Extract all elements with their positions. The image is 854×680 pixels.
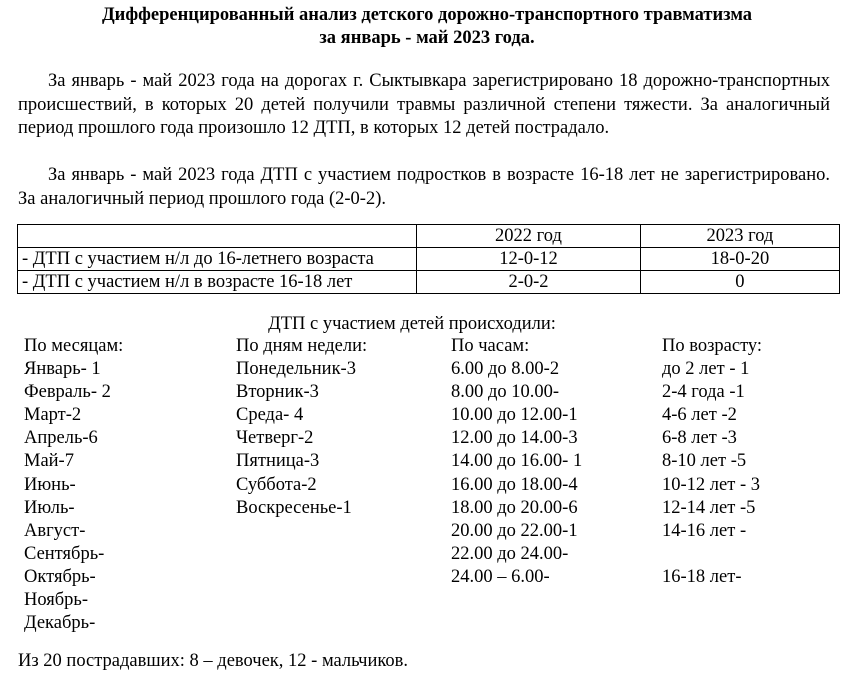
days-column	[236, 335, 367, 520]
list-item: до 2 лет - 1	[662, 359, 750, 380]
hours-column	[451, 335, 582, 589]
list-item: Март-2	[24, 405, 82, 426]
table-cell: 18-0-20	[640, 248, 839, 271]
months-column	[24, 335, 123, 635]
list-item: 14.00 до 16.00- 1	[451, 451, 583, 472]
table-header-cell: 2023 год	[640, 225, 839, 248]
list-item: 24.00 – 6.00-	[451, 566, 550, 587]
list-item: 6-8 лет -3	[662, 428, 737, 449]
list-item: 20.00 до 22.00-1	[451, 520, 578, 541]
document-title-line-2: за январь - май 2023 года.	[319, 28, 535, 48]
intro-paragraph: За январь - май 2023 года на дорогах г. Сыктывкара зарегистрировано 18 дорожно-транспортных происшествий, в которых 20 детей получили травмы различной степени тяжести. За аналогичный период прошлого года произошло 12 ДТП, в которых 12 детей пострадало.	[18, 71, 830, 138]
list-item: 16.00 до 18.00-4	[451, 474, 578, 495]
table-header-row	[18, 225, 840, 248]
months-heading: По месяцам:	[24, 336, 124, 356]
list-item: 12-14 лет -5	[662, 497, 756, 518]
list-item: 2-4 года -1	[662, 382, 745, 403]
list-item: Май-7	[24, 451, 74, 472]
distribution-title: ДТП с участием детей происходили:	[268, 314, 556, 334]
list-item: 6.00 до 8.00-2	[451, 359, 560, 380]
list-item: Вторник-3	[236, 382, 319, 403]
list-item: Суббота-2	[236, 474, 317, 495]
list-item: 8.00 до 10.00-	[451, 382, 560, 403]
comparison-table	[17, 224, 840, 294]
table-cell: - ДТП с участием н/л до 16-летнего возраста	[18, 248, 417, 271]
table-cell: 12-0-12	[417, 248, 641, 271]
list-item: 8-10 лет -5	[662, 451, 747, 472]
list-item	[662, 543, 762, 566]
list-item: 16-18 лет-	[662, 566, 742, 587]
list-item: 12.00 до 14.00-3	[451, 428, 578, 449]
list-item: 4-6 лет -2	[662, 405, 737, 426]
ages-heading: По возрасту:	[662, 336, 763, 356]
victims-summary: Из 20 пострадавших: 8 – девочек, 12 - мальчиков.	[18, 651, 409, 671]
list-item: Среда- 4	[236, 405, 304, 426]
list-item: Ноябрь-	[24, 590, 89, 611]
list-item: Четверг-2	[236, 428, 314, 449]
table-row	[18, 271, 840, 294]
list-item: Пятница-3	[236, 451, 320, 472]
list-item: 10-12 лет - 3	[662, 474, 760, 495]
days-heading: По дням недели:	[236, 336, 368, 356]
table-cell: - ДТП с участием н/л в возрасте 16-18 лет	[18, 271, 417, 294]
list-item: Декабрь-	[24, 613, 96, 634]
list-item: Сентябрь-	[24, 543, 105, 564]
table-header-cell: 2022 год	[417, 225, 641, 248]
list-item: 18.00 до 20.00-6	[451, 497, 578, 518]
list-item: Понедельник-3	[236, 359, 356, 380]
list-item: 22.00 до 24.00-	[451, 543, 569, 564]
table-cell: 2-0-2	[417, 271, 641, 294]
table-header-cell	[18, 225, 417, 248]
table-cell: 0	[640, 271, 839, 294]
ages-column	[662, 335, 762, 589]
list-item: Февраль- 2	[24, 382, 111, 403]
list-item: Воскресенье-1	[236, 497, 352, 518]
teen-paragraph: За январь - май 2023 года ДТП с участием подростков в возрасте 16-18 лет не зарегистрировано. За аналогичный период прошлого года (2-0-2).	[18, 165, 830, 209]
hours-heading: По часам:	[451, 336, 530, 356]
list-item: Июнь-	[24, 474, 76, 495]
list-item: Июль-	[24, 497, 75, 518]
list-item: Октябрь-	[24, 566, 96, 587]
document-title-line-1: Дифференцированный анализ детского дорожно-транспортного травматизма	[101, 5, 753, 25]
list-item: Апрель-6	[24, 428, 98, 449]
list-item: Август-	[24, 520, 86, 541]
list-item: 10.00 до 12.00-1	[451, 405, 578, 426]
table-row	[18, 248, 840, 271]
list-item: 14-16 лет -	[662, 520, 747, 541]
list-item: Январь- 1	[24, 359, 101, 380]
